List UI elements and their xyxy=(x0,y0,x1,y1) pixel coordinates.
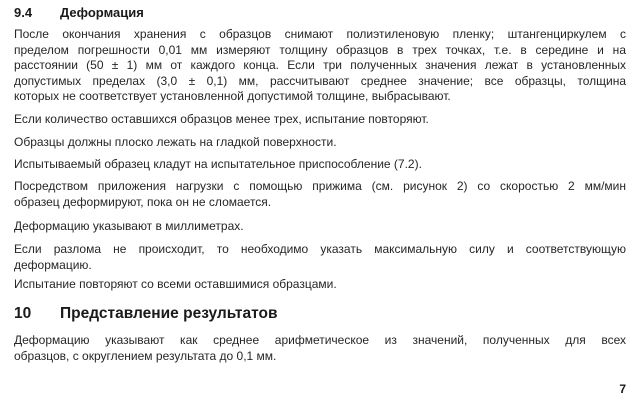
paragraph-no-fracture xyxy=(14,242,626,273)
text-line: Деформацию указывают как среднее арифметическое из значений, полученных для всех xyxy=(14,333,626,347)
section-heading-10 xyxy=(14,305,278,323)
section-title: Представление результатов xyxy=(60,305,278,322)
text-line: образцов, с округлением результата до 0,1 мм. xyxy=(14,348,277,363)
section-title: Деформация xyxy=(60,5,144,20)
page-number: 7 xyxy=(619,382,626,396)
paragraph-flat-surface xyxy=(14,135,626,151)
text-line: Если количество оставшихся образцов менее трех, испытание повторяют. xyxy=(14,112,429,126)
text-line: После окончания хранения с образцов снимают полиэтиленовую пленку; штангенциркулем с xyxy=(14,27,626,41)
text-line: деформацию. xyxy=(14,257,92,272)
text-line: Испытание повторяют со всеми оставшимися образцами. xyxy=(14,277,337,291)
paragraph-units xyxy=(14,219,626,235)
text-line: допустимых пределах (3,0 ± 0,1) мм, рассчитывают среднее значение; все образцы, толщина xyxy=(14,73,626,88)
paragraph-test-fixture xyxy=(14,157,626,173)
paragraph-thickness-measurement xyxy=(14,27,626,105)
section-heading-9-4 xyxy=(14,5,144,20)
text-line: расстоянии (50 ± 1) мм от каждого конца. Если три полученных значения лежат в установленных xyxy=(14,58,626,72)
text-line: Посредством приложения нагрузки с помощью прижима (см. рисунок 2) со скоростью 2 мм/мин xyxy=(14,179,626,193)
text-line: Если разлома не происходит, то необходимо указать максимальную силу и соответствующую xyxy=(14,242,626,256)
paragraph-remaining-samples xyxy=(14,277,626,293)
text-line: Испытываемый образец кладут на испытательное приспособление (7.2). xyxy=(14,157,422,171)
section-number: 10 xyxy=(14,305,32,322)
paragraph-results xyxy=(14,333,626,364)
text-line: Деформацию указывают в миллиметрах. xyxy=(14,219,244,233)
section-number: 9.4 xyxy=(14,5,33,20)
text-line: которых не соответствует установленной допустимой толщине, выбрасывают. xyxy=(14,89,451,103)
paragraph-repeat-test xyxy=(14,112,626,128)
text-line: Образцы должны плоско лежать на гладкой поверхности. xyxy=(14,135,337,149)
text-line: пределом погрешности 0,01 мм измеряют толщину образцов в трех точках, т.е. в середине и на xyxy=(14,42,626,57)
text-line: образец деформируют, пока он не сломается. xyxy=(14,194,272,209)
paragraph-loading xyxy=(14,179,626,210)
